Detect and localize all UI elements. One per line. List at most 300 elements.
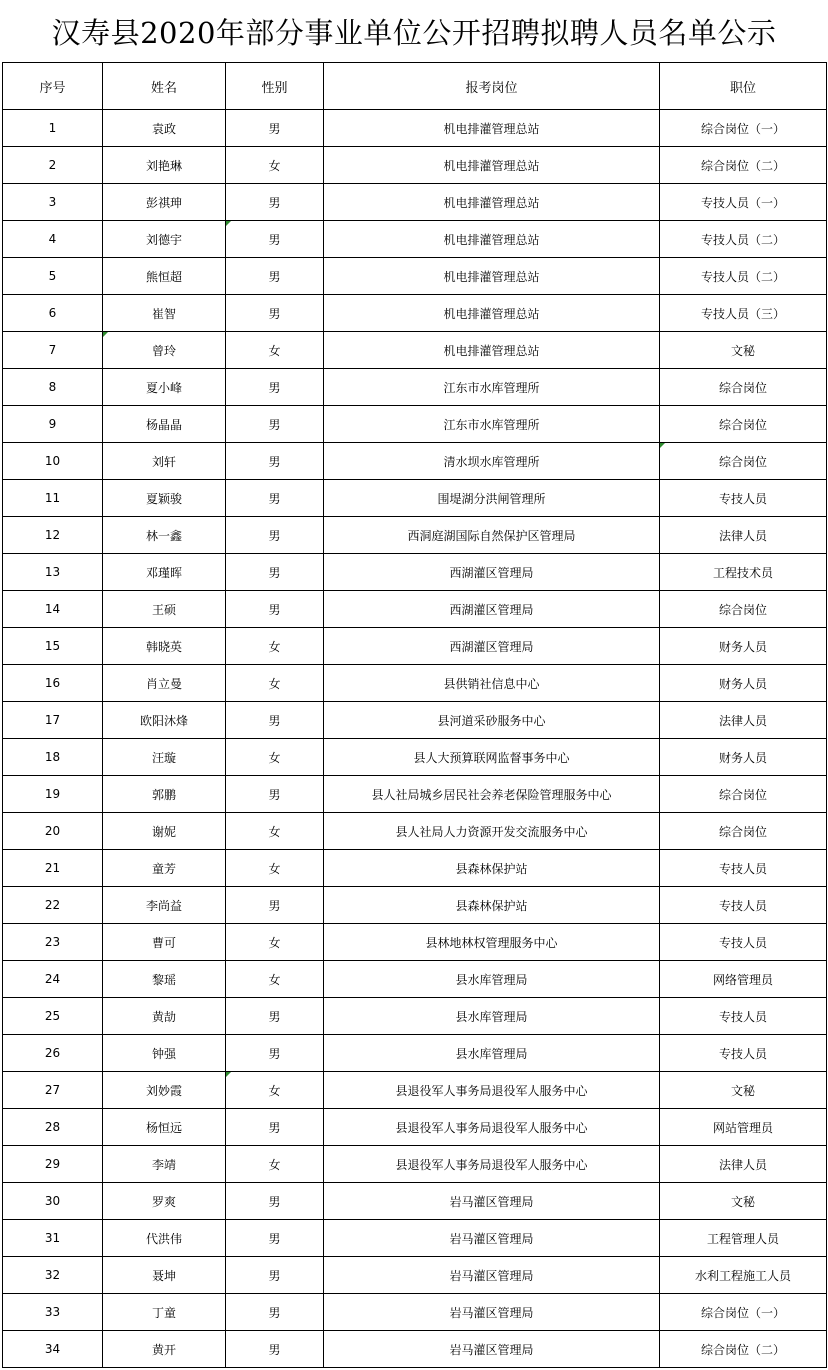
- cell-unit: [324, 369, 660, 406]
- cell-post: [660, 924, 827, 961]
- table-row: [3, 369, 827, 406]
- cell-no: [3, 110, 103, 147]
- cell-no-text: 15: [44, 639, 61, 653]
- cell-gender-text: 男: [268, 1120, 281, 1135]
- cell-name-text: 曾玲: [151, 343, 176, 358]
- cell-unit: [324, 628, 660, 665]
- cell-no-text: 16: [44, 676, 61, 690]
- cell-no-text: 21: [44, 861, 61, 875]
- cell-name: [103, 369, 226, 406]
- cell-gender-text: 男: [268, 528, 281, 543]
- cell-name: [103, 517, 226, 554]
- cell-name-text: 郭鹏: [151, 787, 176, 802]
- cell-unit: [324, 443, 660, 480]
- cell-gender: [226, 1035, 324, 1072]
- cell-unit: [324, 1220, 660, 1257]
- cell-post: [660, 1183, 827, 1220]
- cell-name-text: 钟强: [151, 1046, 176, 1061]
- cell-post-text: 文秘: [730, 343, 755, 358]
- cell-name-text: 丁童: [151, 1305, 176, 1320]
- cell-gender: [226, 369, 324, 406]
- table-row: [3, 554, 827, 591]
- cell-post: [660, 776, 827, 813]
- cell-gender-text: 男: [268, 787, 281, 802]
- cell-unit-text: 县退役军人事务局退役军人服务中心: [395, 1083, 588, 1098]
- cell-post-text: 专技人员（三）: [700, 306, 785, 321]
- cell-name-text: 童芳: [151, 861, 176, 876]
- cell-unit-text: 江东市水库管理所: [443, 417, 540, 432]
- cell-gender: [226, 258, 324, 295]
- cell-no: [3, 517, 103, 554]
- cell-unit-text: 岩马灌区管理局: [449, 1194, 534, 1209]
- cell-gender-text: 女: [268, 972, 281, 987]
- cell-name-text: 夏小峰: [145, 380, 182, 395]
- cell-name-text: 王硕: [151, 602, 176, 617]
- cell-gender-text: 男: [268, 1305, 281, 1320]
- cell-unit-text: 县河道采砂服务中心: [437, 713, 546, 728]
- cell-unit-text: 县人社局人力资源开发交流服务中心: [395, 824, 588, 839]
- cell-no: [3, 1220, 103, 1257]
- cell-unit: [324, 332, 660, 369]
- cell-name: [103, 850, 226, 887]
- cell-no: [3, 1109, 103, 1146]
- table-body: [3, 110, 827, 1368]
- cell-name: [103, 1072, 226, 1109]
- cell-name-text: 袁政: [151, 121, 176, 136]
- table-row: [3, 776, 827, 813]
- cell-name: [103, 961, 226, 998]
- cell-gender-text: 男: [268, 1009, 281, 1024]
- recruitment-table: [2, 62, 827, 1368]
- cell-no-text: 11: [44, 491, 61, 505]
- table-row: [3, 517, 827, 554]
- cell-no-text: 27: [44, 1083, 61, 1097]
- cell-unit: [324, 813, 660, 850]
- cell-gender: [226, 813, 324, 850]
- cell-name-text: 邓瑾晖: [145, 565, 182, 580]
- cell-unit-text: 西湖灌区管理局: [449, 565, 534, 580]
- cell-name-text: 刘艳琳: [145, 158, 182, 173]
- cell-unit: [324, 739, 660, 776]
- cell-gender: [226, 1294, 324, 1331]
- cell-unit: [324, 850, 660, 887]
- cell-no: [3, 1146, 103, 1183]
- cell-name: [103, 813, 226, 850]
- cell-unit: [324, 517, 660, 554]
- cell-post: [660, 369, 827, 406]
- cell-unit-text: 县水库管理局: [455, 972, 528, 987]
- cell-name: [103, 1109, 226, 1146]
- cell-no-text: 14: [44, 602, 61, 616]
- cell-no: [3, 332, 103, 369]
- cell-post-text: 财务人员: [718, 639, 767, 654]
- cell-post-text: 工程管理人员: [706, 1231, 779, 1246]
- table-row: [3, 591, 827, 628]
- cell-no-text: 8: [48, 380, 57, 394]
- cell-name: [103, 1220, 226, 1257]
- comment-marker-icon: [660, 443, 665, 448]
- cell-post: [660, 1220, 827, 1257]
- cell-gender-text: 男: [268, 1194, 281, 1209]
- cell-unit-text: 岩马灌区管理局: [449, 1231, 534, 1246]
- cell-unit-text: 县林地林权管理服务中心: [425, 935, 558, 950]
- cell-gender-text: 男: [268, 417, 281, 432]
- cell-no: [3, 850, 103, 887]
- cell-post: [660, 110, 827, 147]
- cell-unit-text: 岩马灌区管理局: [449, 1268, 534, 1283]
- cell-post: [660, 480, 827, 517]
- cell-unit-text: 机电排灌管理总站: [443, 232, 540, 247]
- cell-gender-text: 男: [268, 491, 281, 506]
- cell-name-text: 熊恒超: [145, 269, 182, 284]
- cell-post-text: 综合岗位: [718, 417, 767, 432]
- cell-gender-text: 女: [268, 1157, 281, 1172]
- cell-name-text: 聂坤: [151, 1268, 176, 1283]
- cell-unit: [324, 1035, 660, 1072]
- cell-no-text: 32: [44, 1268, 61, 1282]
- cell-post: [660, 1257, 827, 1294]
- cell-no-text: 22: [44, 898, 61, 912]
- cell-gender-text: 男: [268, 121, 281, 136]
- table-row: [3, 628, 827, 665]
- table-row: [3, 850, 827, 887]
- cell-gender: [226, 147, 324, 184]
- cell-unit: [324, 221, 660, 258]
- cell-unit-text: 县森林保护站: [455, 861, 528, 876]
- cell-post: [660, 702, 827, 739]
- cell-unit: [324, 1257, 660, 1294]
- cell-gender: [226, 221, 324, 258]
- cell-post-text: 专技人员: [718, 861, 767, 876]
- cell-name: [103, 554, 226, 591]
- cell-name: [103, 406, 226, 443]
- cell-no-text: 31: [44, 1231, 61, 1245]
- cell-no: [3, 887, 103, 924]
- cell-unit: [324, 887, 660, 924]
- cell-gender-text: 女: [268, 935, 281, 950]
- table-row: [3, 739, 827, 776]
- cell-unit-text: 岩马灌区管理局: [449, 1342, 534, 1357]
- cell-no: [3, 221, 103, 258]
- cell-name: [103, 739, 226, 776]
- cell-post: [660, 739, 827, 776]
- cell-post-text: 专技人员: [718, 491, 767, 506]
- cell-post-text: 专技人员: [718, 898, 767, 913]
- cell-post-text: 专技人员（二）: [700, 232, 785, 247]
- cell-post: [660, 1294, 827, 1331]
- cell-no-text: 28: [44, 1120, 61, 1134]
- cell-post: [660, 554, 827, 591]
- cell-gender: [226, 517, 324, 554]
- cell-name-text: 黄劼: [151, 1009, 176, 1024]
- cell-unit: [324, 554, 660, 591]
- cell-post: [660, 850, 827, 887]
- cell-name: [103, 1146, 226, 1183]
- cell-name-text: 欧阳沐烽: [139, 713, 188, 728]
- header-unit: 报考岗位: [324, 63, 660, 110]
- cell-post-text: 专技人员: [718, 1009, 767, 1024]
- cell-no: [3, 147, 103, 184]
- cell-unit-text: 西湖灌区管理局: [449, 602, 534, 617]
- cell-no: [3, 813, 103, 850]
- cell-no-text: 3: [48, 195, 57, 209]
- cell-no-text: 26: [44, 1046, 61, 1060]
- cell-unit-text: 县水库管理局: [455, 1046, 528, 1061]
- cell-no-text: 30: [44, 1194, 61, 1208]
- cell-no: [3, 739, 103, 776]
- cell-name: [103, 776, 226, 813]
- table-header-row: [3, 63, 827, 110]
- cell-gender-text: 女: [268, 750, 281, 765]
- cell-unit: [324, 776, 660, 813]
- cell-name-text: 谢妮: [151, 824, 176, 839]
- cell-post: [660, 443, 827, 480]
- cell-unit: [324, 147, 660, 184]
- cell-post: [660, 1331, 827, 1368]
- cell-name: [103, 110, 226, 147]
- cell-no-text: 7: [48, 343, 57, 357]
- cell-post: [660, 998, 827, 1035]
- cell-name: [103, 221, 226, 258]
- cell-no: [3, 1257, 103, 1294]
- cell-unit: [324, 295, 660, 332]
- table-row: [3, 702, 827, 739]
- cell-unit: [324, 924, 660, 961]
- cell-no-text: 20: [44, 824, 61, 838]
- cell-no-text: 25: [44, 1009, 61, 1023]
- cell-gender: [226, 110, 324, 147]
- cell-gender-text: 女: [268, 861, 281, 876]
- table-row: [3, 221, 827, 258]
- table-row: [3, 961, 827, 998]
- cell-no-text: 23: [44, 935, 61, 949]
- cell-no-text: 1: [48, 121, 57, 135]
- cell-gender: [226, 591, 324, 628]
- cell-gender-text: 女: [268, 824, 281, 839]
- cell-post-text: 网络管理员: [712, 972, 773, 987]
- cell-post: [660, 961, 827, 998]
- table-row: [3, 480, 827, 517]
- cell-post-text: 专技人员: [718, 1046, 767, 1061]
- table-row: [3, 332, 827, 369]
- cell-unit: [324, 998, 660, 1035]
- cell-gender: [226, 1109, 324, 1146]
- cell-gender: [226, 665, 324, 702]
- cell-no-text: 12: [44, 528, 61, 542]
- table-row: [3, 258, 827, 295]
- cell-gender-text: 男: [268, 713, 281, 728]
- cell-gender-text: 女: [268, 1083, 281, 1098]
- cell-gender: [226, 887, 324, 924]
- cell-gender: [226, 961, 324, 998]
- cell-name-text: 曹可: [151, 935, 176, 950]
- cell-no-text: 33: [44, 1305, 61, 1319]
- cell-no-text: 9: [48, 417, 57, 431]
- cell-no: [3, 665, 103, 702]
- cell-name: [103, 1035, 226, 1072]
- table-row: [3, 406, 827, 443]
- cell-post-text: 综合岗位: [718, 380, 767, 395]
- cell-no-text: 17: [44, 713, 61, 727]
- cell-unit: [324, 258, 660, 295]
- table-row: [3, 1294, 827, 1331]
- cell-post-text: 专技人员: [718, 935, 767, 950]
- cell-no: [3, 1072, 103, 1109]
- cell-unit: [324, 1146, 660, 1183]
- cell-unit-text: 县供销社信息中心: [443, 676, 540, 691]
- table-row: [3, 924, 827, 961]
- cell-post-text: 综合岗位（二）: [700, 1342, 785, 1357]
- cell-post: [660, 406, 827, 443]
- cell-gender-text: 男: [268, 454, 281, 469]
- cell-gender: [226, 1257, 324, 1294]
- table-row: [3, 1183, 827, 1220]
- cell-no-text: 2: [48, 158, 57, 172]
- cell-unit: [324, 110, 660, 147]
- table-row: [3, 1109, 827, 1146]
- cell-name: [103, 443, 226, 480]
- cell-gender-text: 女: [268, 639, 281, 654]
- page-title: 汉寿县2020年部分事业单位公开招聘拟聘人员名单公示: [51, 15, 777, 50]
- cell-no-text: 19: [44, 787, 61, 801]
- table-row: [3, 110, 827, 147]
- cell-post-text: 综合岗位（一）: [700, 1305, 785, 1320]
- cell-no: [3, 998, 103, 1035]
- comment-marker-icon: [103, 332, 108, 337]
- cell-name-text: 汪璇: [151, 750, 176, 765]
- cell-name-text: 罗爽: [151, 1194, 176, 1209]
- cell-name-text: 夏颖骏: [145, 491, 182, 506]
- cell-post: [660, 295, 827, 332]
- cell-no: [3, 480, 103, 517]
- table-row: [3, 1035, 827, 1072]
- cell-no-text: 4: [48, 232, 57, 246]
- cell-post: [660, 184, 827, 221]
- cell-no: [3, 776, 103, 813]
- cell-unit-text: 机电排灌管理总站: [443, 195, 540, 210]
- cell-name-text: 黎瑶: [151, 972, 176, 987]
- cell-gender: [226, 1220, 324, 1257]
- cell-gender: [226, 332, 324, 369]
- cell-unit-text: 西洞庭湖国际自然保护区管理局: [407, 528, 576, 543]
- cell-unit-text: 机电排灌管理总站: [443, 158, 540, 173]
- cell-post: [660, 1072, 827, 1109]
- cell-no: [3, 406, 103, 443]
- cell-name-text: 肖立曼: [145, 676, 182, 691]
- cell-unit-text: 岩马灌区管理局: [449, 1305, 534, 1320]
- cell-name: [103, 1183, 226, 1220]
- cell-post: [660, 628, 827, 665]
- table-row: [3, 443, 827, 480]
- cell-gender: [226, 1146, 324, 1183]
- cell-no: [3, 591, 103, 628]
- cell-name: [103, 628, 226, 665]
- cell-name: [103, 184, 226, 221]
- table-row: [3, 1331, 827, 1368]
- cell-post-text: 工程技术员: [712, 565, 773, 580]
- cell-no: [3, 369, 103, 406]
- cell-post-text: 综合岗位（一）: [700, 121, 785, 136]
- cell-post-text: 法律人员: [718, 713, 767, 728]
- cell-gender: [226, 480, 324, 517]
- header-name: 姓名: [103, 63, 226, 110]
- cell-gender-text: 男: [268, 1268, 281, 1283]
- cell-post-text: 财务人员: [718, 750, 767, 765]
- cell-no-text: 34: [44, 1342, 61, 1356]
- cell-unit-text: 机电排灌管理总站: [443, 343, 540, 358]
- cell-post-text: 综合岗位（二）: [700, 158, 785, 173]
- cell-no: [3, 295, 103, 332]
- cell-gender: [226, 924, 324, 961]
- table-row: [3, 1257, 827, 1294]
- cell-name-text: 崔智: [151, 306, 176, 321]
- cell-gender-text: 男: [268, 380, 281, 395]
- cell-no: [3, 924, 103, 961]
- cell-unit: [324, 1109, 660, 1146]
- cell-no: [3, 1331, 103, 1368]
- cell-post-text: 综合岗位: [718, 602, 767, 617]
- cell-post-text: 专技人员（一）: [700, 195, 785, 210]
- cell-post-text: 网站管理员: [712, 1120, 773, 1135]
- cell-no: [3, 702, 103, 739]
- cell-gender: [226, 295, 324, 332]
- header-post: 职位: [660, 63, 827, 110]
- cell-unit-text: 县退役军人事务局退役军人服务中心: [395, 1120, 588, 1135]
- cell-post-text: 法律人员: [718, 528, 767, 543]
- cell-unit: [324, 591, 660, 628]
- cell-name: [103, 1331, 226, 1368]
- cell-name-text: 彭祺珅: [145, 195, 182, 210]
- cell-name-text: 韩晓英: [145, 639, 182, 654]
- cell-name: [103, 591, 226, 628]
- cell-name: [103, 480, 226, 517]
- cell-unit: [324, 1183, 660, 1220]
- cell-gender: [226, 1072, 324, 1109]
- cell-no: [3, 1183, 103, 1220]
- cell-post-text: 文秘: [730, 1083, 755, 1098]
- cell-gender-text: 男: [268, 269, 281, 284]
- cell-post-text: 综合岗位: [718, 824, 767, 839]
- cell-gender: [226, 739, 324, 776]
- cell-name-text: 刘轩: [151, 454, 176, 469]
- cell-no-text: 5: [48, 269, 57, 283]
- cell-no: [3, 1035, 103, 1072]
- table-row: [3, 1146, 827, 1183]
- cell-gender-text: 男: [268, 306, 281, 321]
- cell-gender-text: 男: [268, 195, 281, 210]
- cell-gender: [226, 850, 324, 887]
- cell-gender: [226, 776, 324, 813]
- cell-post-text: 综合岗位: [718, 787, 767, 802]
- cell-gender: [226, 443, 324, 480]
- cell-name: [103, 924, 226, 961]
- cell-post: [660, 887, 827, 924]
- cell-name-text: 代洪伟: [145, 1231, 182, 1246]
- cell-unit-text: 机电排灌管理总站: [443, 269, 540, 284]
- cell-post: [660, 147, 827, 184]
- cell-no: [3, 628, 103, 665]
- cell-name: [103, 295, 226, 332]
- cell-unit-text: 县人社局城乡居民社会养老保险管理服务中心: [371, 787, 612, 802]
- cell-gender-text: 男: [268, 232, 281, 247]
- cell-gender-text: 女: [268, 343, 281, 358]
- cell-post: [660, 813, 827, 850]
- cell-no-text: 18: [44, 750, 61, 764]
- cell-gender-text: 男: [268, 565, 281, 580]
- cell-post-text: 财务人员: [718, 676, 767, 691]
- table-row: [3, 1072, 827, 1109]
- table-row: [3, 887, 827, 924]
